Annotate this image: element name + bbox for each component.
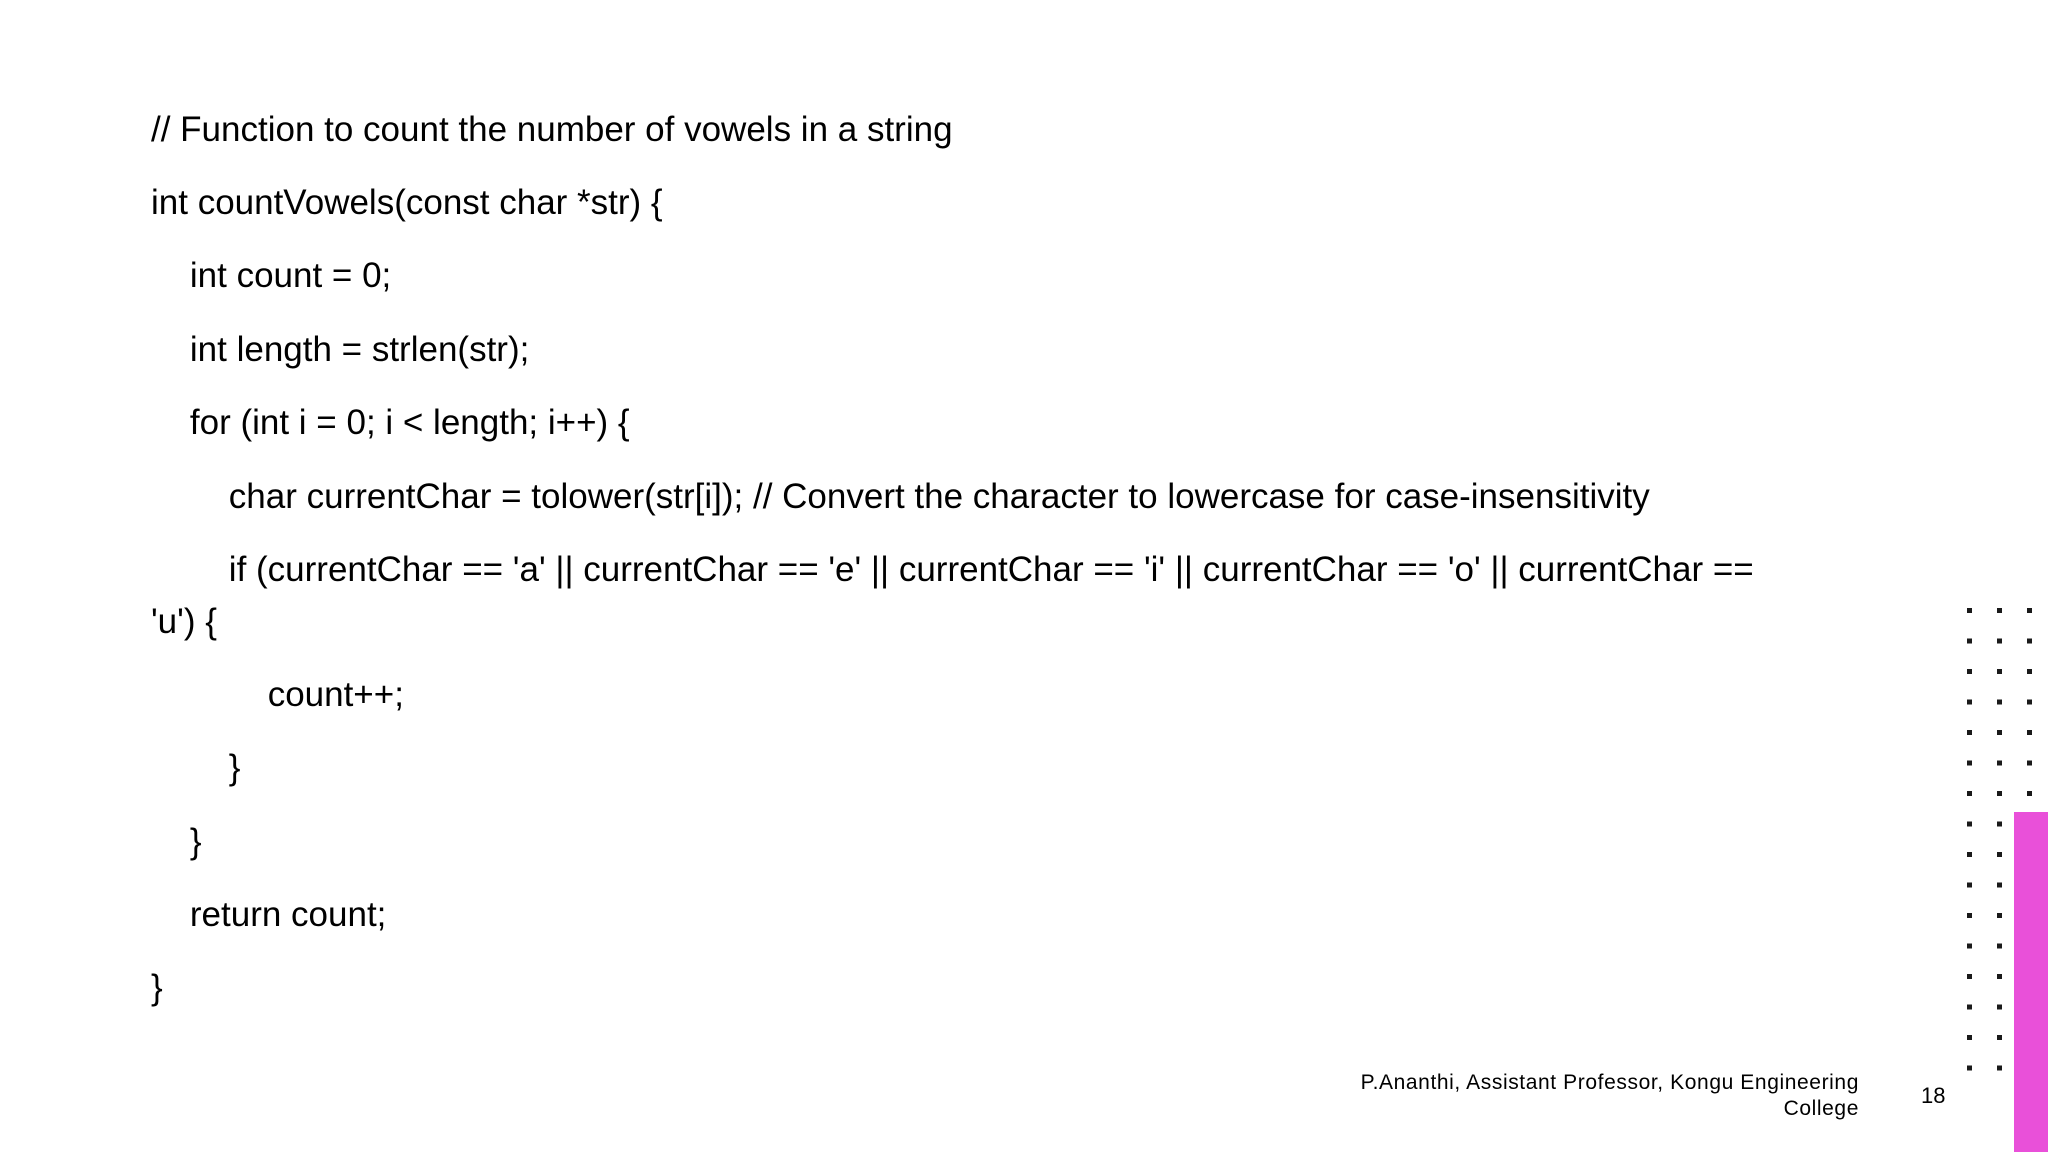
decorative-dot bbox=[1967, 608, 1972, 613]
decorative-dot bbox=[1997, 1005, 2002, 1010]
decorative-dot bbox=[2027, 700, 2032, 705]
decorative-dot bbox=[1997, 730, 2002, 735]
decorative-dot bbox=[2027, 761, 2032, 766]
decorative-dot bbox=[1967, 639, 1972, 644]
decorative-dot bbox=[2027, 791, 2032, 796]
code-line-if-wrap: 'u') { bbox=[151, 602, 217, 641]
code-line-if-condition: if (currentChar == 'a' || currentChar == 'e' || currentChar == 'i' || currentChar == 'o' || currentChar == bbox=[151, 550, 1754, 589]
decorative-dot bbox=[1997, 761, 2002, 766]
decorative-dot bbox=[2027, 669, 2032, 674]
decorative-dot bbox=[2027, 639, 2032, 644]
decorative-dot bbox=[1967, 1005, 1972, 1010]
decorative-dot bbox=[1967, 944, 1972, 949]
decorative-dot bbox=[1997, 669, 2002, 674]
decorative-dot bbox=[1997, 608, 2002, 613]
decorative-dot bbox=[1967, 730, 1972, 735]
decorative-dot bbox=[1997, 913, 2002, 918]
code-line-count-init: int count = 0; bbox=[151, 256, 392, 295]
code-line-return: return count; bbox=[151, 895, 387, 934]
accent-bar bbox=[2014, 812, 2048, 1152]
decorative-dot bbox=[1997, 974, 2002, 979]
decorative-dot bbox=[1997, 852, 2002, 857]
decorative-dot bbox=[1967, 1066, 1972, 1071]
code-line-close-function: } bbox=[151, 968, 163, 1007]
decorative-dot bbox=[1967, 761, 1972, 766]
code-line-tolower: char currentChar = tolower(str[i]); // Convert the character to lowercase for case-insensitivity bbox=[151, 477, 1650, 516]
decorative-dot bbox=[1997, 639, 2002, 644]
decorative-dot bbox=[1997, 700, 2002, 705]
decorative-dot bbox=[1997, 883, 2002, 888]
decorative-dot bbox=[1967, 852, 1972, 857]
decorative-dot bbox=[1997, 791, 2002, 796]
decorative-dot bbox=[1967, 669, 1972, 674]
footer-credit-line2: College bbox=[1783, 1097, 1859, 1120]
footer-credit-line1: P.Ananthi, Assistant Professor, Kongu Engineering bbox=[1360, 1071, 1859, 1094]
decorative-dot bbox=[1967, 822, 1972, 827]
decorative-dot bbox=[1997, 944, 2002, 949]
code-line-for-loop: for (int i = 0; i < length; i++) { bbox=[151, 403, 630, 442]
decorative-dot bbox=[1967, 791, 1972, 796]
decorative-dot bbox=[1967, 883, 1972, 888]
decorative-dot bbox=[2027, 730, 2032, 735]
code-line-increment: count++; bbox=[151, 675, 404, 714]
code-line-comment: // Function to count the number of vowels in a string bbox=[151, 110, 953, 149]
code-line-close-for: } bbox=[151, 822, 202, 861]
decorative-dot bbox=[1967, 1035, 1972, 1040]
decorative-dot bbox=[1967, 700, 1972, 705]
decorative-dot bbox=[1997, 822, 2002, 827]
decorative-dot bbox=[1997, 1035, 2002, 1040]
footer-credit bbox=[1239, 1070, 1859, 1122]
decorative-dot bbox=[1967, 913, 1972, 918]
decorative-dot bbox=[2027, 608, 2032, 613]
decorative-dot bbox=[1997, 1066, 2002, 1071]
code-line-length-init: int length = strlen(str); bbox=[151, 330, 530, 369]
slide-number: 18 bbox=[1921, 1083, 1946, 1108]
code-line-close-if: } bbox=[151, 748, 241, 787]
decorative-dot bbox=[1967, 974, 1972, 979]
code-line-function-sig: int countVowels(const char *str) { bbox=[151, 183, 663, 222]
